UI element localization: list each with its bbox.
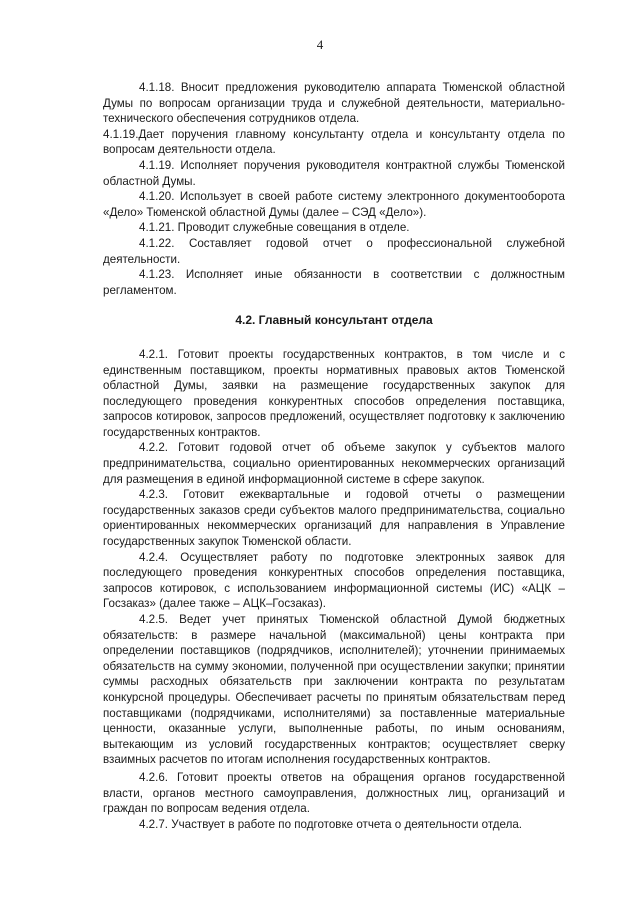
paragraph-4-2-6: 4.2.6. Готовит проекты ответов на обращения органов государственной власти, органов местного самоуправления, должностных лиц, организаций и граждан по вопросам ведения отдела. (103, 770, 565, 816)
paragraph-4-1-22: 4.1.22. Составляет годовой отчет о профессиональной служебной деятельности. (103, 236, 565, 266)
paragraph-4-1-23: 4.1.23. Исполняет иные обязанности в соответствии с должностным регламентом. (103, 268, 565, 297)
paragraph-4-2-3: 4.2.3. Готовит ежеквартальные и годовой отчеты о размещении государственных заказов среди субъектов малого предпринимательства, социально ориентированных некоммерческих организаций для направления в Управление государственных закупок Тюменской области. (103, 488, 565, 549)
paragraph-4-1-19-a: 4.1.19.Дает поручения главному консультанту отдела и консультанту отдела по вопросам деятельности отдела. (103, 127, 565, 157)
paragraph-4-1-19-b: 4.1.19. Исполняет поручения руководителя контрактной службы Тюменской областной Думы. (103, 158, 565, 188)
paragraph-4-2-1: 4.2.1. Готовит проекты государственных контрактов, в том числе и с единственным поставщиком, проекты нормативных правовых актов Тюменской областной Думы, заявки на размещение государственных закупок для последующего проведения конкурентных способов определения поставщика, запросов котировок, запросов предложений, осуществляет подготовку к заключению государственных контрактов. (103, 347, 565, 439)
section-heading: 4.2. Главный консультант отдела (235, 313, 433, 328)
paragraph-4-2-4: 4.2.4. Осуществляет работу по подготовке электронных заявок для последующего проведения конкурентных способов определения поставщика, запросов котировок, с использованием информационной системы (ИС) «АЦК – Госзаказ» (далее также – АЦК–Госзаказ). (103, 550, 565, 611)
paragraph-4-1-18: 4.1.18. Вносит предложения руководителю аппарата Тюменской областной Думы по вопросам организации труда и служебной деятельности, материально-технического обеспечения сотрудников отдела. (103, 81, 565, 126)
paragraph-4-1-20: 4.1.20. Использует в своей работе систему электронного документооборота «Дело» Тюменской областной Думы (далее – СЭД «Дело»). (103, 190, 565, 219)
paragraph-4-1-21: 4.1.21. Проводит служебные совещания в отделе. (139, 221, 410, 235)
page-number: 4 (316, 37, 324, 52)
paragraph-4-2-2: 4.2.2. Готовит годовой отчет об объеме закупок у субъектов малого предпринимательства, социально ориентированных некоммерческих организаций для размещения в единой информационной системе в сфере закупок. (103, 441, 565, 486)
document-body (103, 80, 565, 832)
paragraph-4-2-7: 4.2.7. Участвует в работе по подготовке отчета о деятельности отдела. (139, 817, 523, 831)
paragraph-4-2-5: 4.2.5. Ведет учет принятых Тюменской областной Думой бюджетных обязательств: в размере начальной (максимальной) цены контракта при определении поставщиков (подрядчиков, исполнителей); уточнении принимаемых обязательств на сумму экономии, полученной при осуществлении закупки; принятии суммы расходных обязательств при заключении контракта по результатам конкурсной процедуры. Обеспечивает расчеты по принятым обязательствам перед поставщиками (подрядчиками, исполнителями) за поставленные материальные ценности, оказанные услуги, выполненные работы, по иным основаниям, вытекающим из условий государственных контрактов; осуществляет сверку взаимных расчетов по итогам исполнения государственных контрактов. (103, 613, 565, 767)
